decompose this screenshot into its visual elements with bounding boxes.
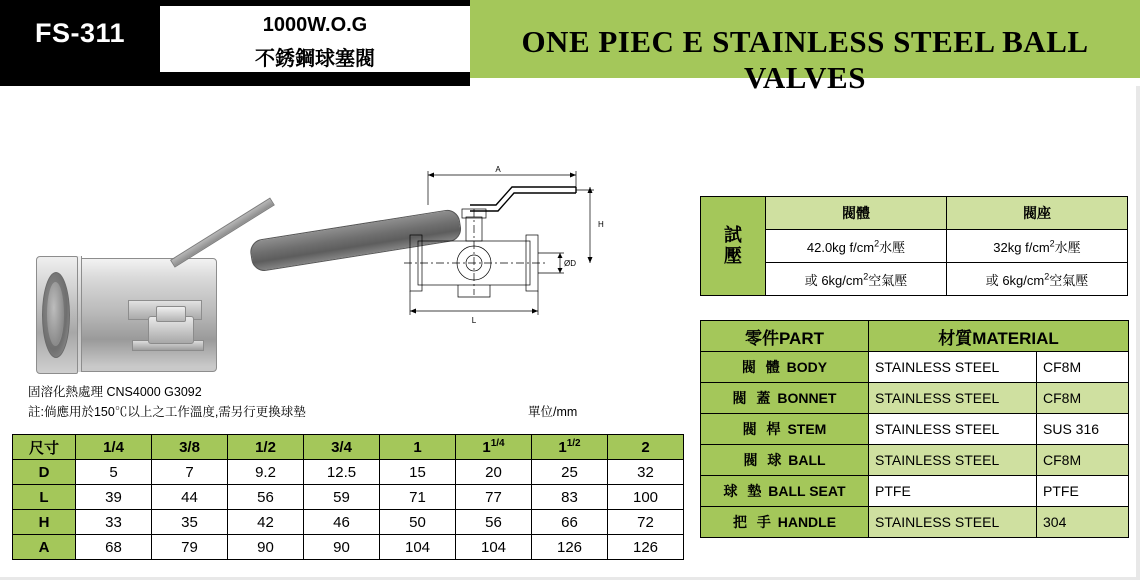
part-material-table <box>700 320 1129 538</box>
part-name-ball: 閥 球 BALL <box>701 445 869 476</box>
dim-h-4: 50 <box>380 510 456 535</box>
dim-l-1: 44 <box>152 485 228 510</box>
header-chinese-name: 不銹鋼球塞閥 <box>255 48 375 70</box>
dim-l-2: 56 <box>228 485 304 510</box>
dim-h-1: 35 <box>152 510 228 535</box>
table-row <box>701 445 1129 476</box>
table-row <box>701 476 1129 507</box>
table-row <box>701 414 1129 445</box>
dim-d-3: 12.5 <box>304 460 380 485</box>
dim-h-2: 42 <box>228 510 304 535</box>
dim-h-7: 72 <box>608 510 684 535</box>
dim-h-3: 46 <box>304 510 380 535</box>
table-row-header <box>701 321 1129 352</box>
header-black-strip <box>0 78 470 86</box>
size-col-6: $1^{1/2}$ <box>532 435 608 460</box>
dim-a-3: 90 <box>304 535 380 560</box>
pressure-test-table <box>700 196 1128 296</box>
table-row-header <box>13 435 684 460</box>
pressure-seat-air: 或 $6kg/cm^2$空氣壓 <box>947 263 1128 296</box>
part-code-bonnet: CF8M <box>1037 383 1129 414</box>
part-material-ball-seat: PTFE <box>869 476 1037 507</box>
table-row <box>13 460 684 485</box>
handle-lever-arm <box>170 260 270 322</box>
part-name-handle: 把 手 HANDLE <box>701 507 869 538</box>
dim-d-5: 20 <box>456 460 532 485</box>
part-header: 零件PART <box>701 321 869 352</box>
pressure-body-hydro: 42.0kg $f/cm^2$水壓 <box>766 230 947 263</box>
table-row <box>13 535 684 560</box>
dim-a-0: 68 <box>76 535 152 560</box>
dim-row-label-l: L <box>13 485 76 510</box>
part-code-stem: SUS 316 <box>1037 414 1129 445</box>
drawing-label-h: H <box>598 220 604 229</box>
size-col-4: 1 <box>380 435 456 460</box>
part-material-handle: STAINLESS STEEL <box>869 507 1037 538</box>
heat-treatment-note: 固溶化熱處理 CNS4000 G3092 <box>28 385 202 399</box>
dim-l-3: 59 <box>304 485 380 510</box>
dimension-header-label: 尺寸 <box>13 435 76 460</box>
part-name-ball-seat: 球 墊 BALL SEAT <box>701 476 869 507</box>
table-row-header <box>701 197 1128 230</box>
dim-row-label-h: H <box>13 510 76 535</box>
drawing-label-l: L <box>471 316 477 325</box>
dim-l-4: 71 <box>380 485 456 510</box>
dim-a-2: 90 <box>228 535 304 560</box>
table-row <box>13 485 684 510</box>
table-row <box>701 263 1128 296</box>
dim-d-6: 25 <box>532 460 608 485</box>
dim-d-4: 15 <box>380 460 456 485</box>
dim-a-6: 126 <box>532 535 608 560</box>
dim-a-7: 126 <box>608 535 684 560</box>
header-pressure-rating: 1000W.O.G <box>262 14 368 36</box>
dim-h-6: 66 <box>532 510 608 535</box>
dim-h-5: 56 <box>456 510 532 535</box>
size-col-0: 1/4 <box>76 435 152 460</box>
pressure-col-header-seat: 閥座 <box>947 197 1128 230</box>
dim-l-6: 83 <box>532 485 608 510</box>
pressure-col-header-body: 閥體 <box>766 197 947 230</box>
valve-bore-inner <box>47 282 64 346</box>
size-col-7: 2 <box>608 435 684 460</box>
dim-l-7: 100 <box>608 485 684 510</box>
part-material-body: STAINLESS STEEL <box>869 352 1037 383</box>
dim-l-0: 39 <box>76 485 152 510</box>
pressure-seat-hydro: 32kg $f/cm^2$水壓 <box>947 230 1128 263</box>
dim-a-4: 104 <box>380 535 456 560</box>
size-col-3: 3/4 <box>304 435 380 460</box>
part-code-handle: 304 <box>1037 507 1129 538</box>
dim-a-5: 104 <box>456 535 532 560</box>
dim-l-5: 77 <box>456 485 532 510</box>
part-code-body: CF8M <box>1037 352 1129 383</box>
unit-note: 單位/mm <box>528 405 578 419</box>
product-photo <box>20 110 440 370</box>
dim-row-label-a: A <box>13 535 76 560</box>
dim-d-1: 7 <box>152 460 228 485</box>
dim-a-1: 79 <box>152 535 228 560</box>
part-name-bonnet: 閥 蓋 BONNET <box>701 383 869 414</box>
table-row <box>701 230 1128 263</box>
part-material-bonnet: STAINLESS STEEL <box>869 383 1037 414</box>
part-material-stem: STAINLESS STEEL <box>869 414 1037 445</box>
size-col-1: 3/8 <box>152 435 228 460</box>
pressure-body-air: 或 $6kg/cm^2$空氣壓 <box>766 263 947 296</box>
table-row <box>701 383 1129 414</box>
part-code-ball: CF8M <box>1037 445 1129 476</box>
dim-d-2: 9.2 <box>228 460 304 485</box>
dimension-table <box>12 434 684 560</box>
technical-line-drawing <box>400 165 690 355</box>
part-code-ball-seat: PTFE <box>1037 476 1129 507</box>
part-material-ball: STAINLESS STEEL <box>869 445 1037 476</box>
temperature-remark: 註:倘應用於150℃以上之工作溫度,需另行更換球墊 <box>28 405 306 419</box>
drawing-label-od: ØD <box>564 259 576 268</box>
material-header: 材質MATERIAL <box>869 321 1129 352</box>
part-name-body: 閥 體 BODY <box>701 352 869 383</box>
model-number: FS-311 <box>34 18 126 48</box>
size-col-2: 1/2 <box>228 435 304 460</box>
dim-row-label-d: D <box>13 460 76 485</box>
part-name-stem: 閥 桿 STEM <box>701 414 869 445</box>
dim-d-7: 32 <box>608 460 684 485</box>
table-row <box>701 507 1129 538</box>
page-right-edge <box>1136 86 1140 580</box>
drawing-label-a: A <box>495 165 501 174</box>
table-row <box>13 510 684 535</box>
dim-d-0: 5 <box>76 460 152 485</box>
size-col-5: $1^{1/4}$ <box>456 435 532 460</box>
page-title: ONE PIEC E STAINLESS STEEL BALL VALVES <box>521 24 1089 95</box>
pressure-row-label: 試 壓 <box>701 197 766 296</box>
dim-h-0: 33 <box>76 510 152 535</box>
table-row <box>701 352 1129 383</box>
